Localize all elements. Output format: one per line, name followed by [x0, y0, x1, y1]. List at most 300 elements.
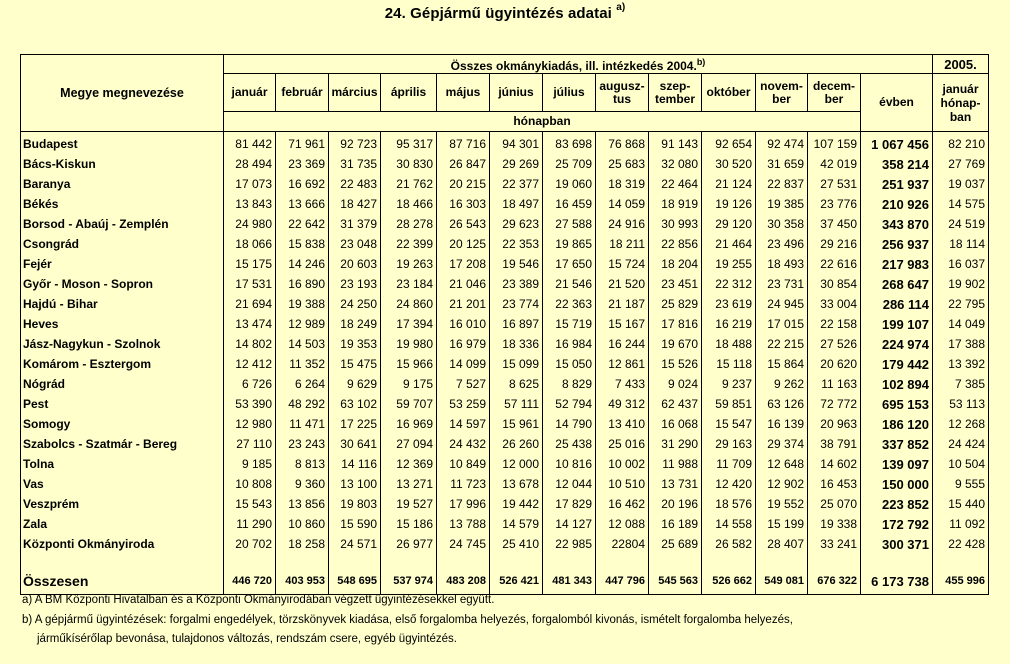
- month-value: 13 731: [649, 474, 702, 494]
- table-row: [21, 254, 989, 274]
- month-header: decem- ber: [808, 74, 861, 112]
- month-value: 10 002: [596, 454, 649, 474]
- table-row: [21, 414, 989, 434]
- month-value: 19 255: [702, 254, 756, 274]
- year-total: 217 983: [861, 254, 933, 274]
- month-value: 16 890: [276, 274, 329, 294]
- month-value: 30 830: [381, 154, 437, 174]
- month-value: 16 068: [649, 414, 702, 434]
- month-value: 14 579: [490, 514, 543, 534]
- month-value: 29 163: [702, 434, 756, 454]
- group-header-text: Összes okmánykiadás, ill. intézkedés 2004.: [450, 58, 697, 73]
- year-total: 179 442: [861, 354, 933, 374]
- month-value: 25 070: [808, 494, 861, 514]
- month-value: 18 319: [596, 174, 649, 194]
- title-text: 24. Gépjármű ügyintézés adatai: [384, 5, 612, 22]
- year-total: 695 153: [861, 394, 933, 414]
- month-value: 10 849: [437, 454, 490, 474]
- month-value: 22 856: [649, 234, 702, 254]
- month-value: 19 060: [543, 174, 596, 194]
- month-value: 19 263: [381, 254, 437, 274]
- year-total: 150 000: [861, 474, 933, 494]
- evben-header: évben: [861, 74, 933, 132]
- month-value: 22 642: [276, 214, 329, 234]
- honapban-label: hónapban: [224, 112, 861, 132]
- month-value: 23 184: [381, 274, 437, 294]
- month-value: 8 813: [276, 454, 329, 474]
- jan-2005-value: 10 504: [933, 454, 989, 474]
- month-value: 22 837: [756, 174, 808, 194]
- jan-2005-value: 7 385: [933, 374, 989, 394]
- page-title: [0, 4, 1010, 22]
- table-row: [21, 174, 989, 194]
- year-2005-header: 2005.: [933, 55, 989, 74]
- month-value: 19 442: [490, 494, 543, 514]
- jan-2005-value: 11 092: [933, 514, 989, 534]
- month-value: 15 961: [490, 414, 543, 434]
- month-value: 27 526: [808, 334, 861, 354]
- month-value: 12 902: [756, 474, 808, 494]
- year-total: 1 067 456: [861, 132, 933, 155]
- county-name: Baranya: [21, 174, 224, 194]
- month-value: 14 503: [276, 334, 329, 354]
- table-row: [21, 194, 989, 214]
- month-value: 18 336: [490, 334, 543, 354]
- month-value: 18 466: [381, 194, 437, 214]
- table-row: [21, 354, 989, 374]
- month-value: 537 974: [381, 554, 437, 595]
- month-value: 16 969: [381, 414, 437, 434]
- month-value: 27 588: [543, 214, 596, 234]
- month-value: 17 225: [329, 414, 381, 434]
- table-row: [21, 274, 989, 294]
- month-value: 30 641: [329, 434, 381, 454]
- month-value: 32 080: [649, 154, 702, 174]
- month-value: 28 494: [224, 154, 276, 174]
- month-value: 15 526: [649, 354, 702, 374]
- month-value: 9 185: [224, 454, 276, 474]
- jan-2005-value: 22 428: [933, 534, 989, 554]
- month-value: 18 919: [649, 194, 702, 214]
- month-value: 22 985: [543, 534, 596, 554]
- month-value: 21 520: [596, 274, 649, 294]
- month-value: 20 620: [808, 354, 861, 374]
- month-value: 11 709: [702, 454, 756, 474]
- month-value: 12 989: [276, 314, 329, 334]
- month-value: 13 843: [224, 194, 276, 214]
- month-value: 526 662: [702, 554, 756, 595]
- month-value: 17 394: [381, 314, 437, 334]
- month-value: 95 317: [381, 132, 437, 155]
- month-value: 20 603: [329, 254, 381, 274]
- jan-2005-value: 82 210: [933, 132, 989, 155]
- month-value: 28 407: [756, 534, 808, 554]
- jan-2005-value: 53 113: [933, 394, 989, 414]
- month-value: 59 707: [381, 394, 437, 414]
- jan-2005-value: 15 440: [933, 494, 989, 514]
- month-value: 22 363: [543, 294, 596, 314]
- year-total: 6 173 738: [861, 554, 933, 595]
- table-row: [21, 534, 989, 554]
- table-row: [21, 454, 989, 474]
- month-header: június: [490, 74, 543, 112]
- month-value: 16 462: [596, 494, 649, 514]
- month-value: 20 702: [224, 534, 276, 554]
- month-value: 18 211: [596, 234, 649, 254]
- month-value: 15 475: [329, 354, 381, 374]
- month-value: 16 139: [756, 414, 808, 434]
- month-value: 16 219: [702, 314, 756, 334]
- month-value: 87 716: [437, 132, 490, 155]
- jan-2005-value: 19 902: [933, 274, 989, 294]
- month-value: 38 791: [808, 434, 861, 454]
- month-value: 29 374: [756, 434, 808, 454]
- month-value: 545 563: [649, 554, 702, 595]
- month-value: 24 745: [437, 534, 490, 554]
- month-value: 23 774: [490, 294, 543, 314]
- month-value: 23 619: [702, 294, 756, 314]
- table-row: [21, 294, 989, 314]
- year-total: 268 647: [861, 274, 933, 294]
- month-value: 19 338: [808, 514, 861, 534]
- jan-2005-header: január hónap- ban: [933, 74, 989, 132]
- month-value: 29 216: [808, 234, 861, 254]
- month-header: augusz- tus: [596, 74, 649, 112]
- jan-2005-value: 12 268: [933, 414, 989, 434]
- month-value: 17 208: [437, 254, 490, 274]
- month-value: 18 488: [702, 334, 756, 354]
- county-name: Bács-Kiskun: [21, 154, 224, 174]
- month-value: 13 666: [276, 194, 329, 214]
- month-value: 25 683: [596, 154, 649, 174]
- year-total: 343 870: [861, 214, 933, 234]
- month-value: 9 629: [329, 374, 381, 394]
- month-value: 24 860: [381, 294, 437, 314]
- month-value: 83 698: [543, 132, 596, 155]
- month-value: 24 571: [329, 534, 381, 554]
- month-value: 81 442: [224, 132, 276, 155]
- month-value: 11 988: [649, 454, 702, 474]
- month-value: 9 024: [649, 374, 702, 394]
- month-value: 15 724: [596, 254, 649, 274]
- month-value: 9 360: [276, 474, 329, 494]
- month-value: 19 388: [276, 294, 329, 314]
- month-value: 11 163: [808, 374, 861, 394]
- month-value: 18 493: [756, 254, 808, 274]
- month-value: 31 659: [756, 154, 808, 174]
- month-value: 17 996: [437, 494, 490, 514]
- month-value: 37 450: [808, 214, 861, 234]
- county-name: Vas: [21, 474, 224, 494]
- month-value: 76 868: [596, 132, 649, 155]
- month-value: 16 979: [437, 334, 490, 354]
- month-value: 27 094: [381, 434, 437, 454]
- month-value: 28 278: [381, 214, 437, 234]
- month-value: 30 993: [649, 214, 702, 234]
- month-value: 94 301: [490, 132, 543, 155]
- month-value: 29 269: [490, 154, 543, 174]
- jan-2005-value: 9 555: [933, 474, 989, 494]
- year-total: 223 852: [861, 494, 933, 514]
- row-header: Megye megnevezése: [21, 55, 224, 132]
- table-row: [21, 234, 989, 254]
- month-value: 17 650: [543, 254, 596, 274]
- month-value: 71 961: [276, 132, 329, 155]
- month-header: október: [702, 74, 756, 112]
- month-value: 30 358: [756, 214, 808, 234]
- month-value: 19 670: [649, 334, 702, 354]
- month-value: 19 385: [756, 194, 808, 214]
- month-value: 92 654: [702, 132, 756, 155]
- month-value: 15 966: [381, 354, 437, 374]
- county-name: Komárom - Esztergom: [21, 354, 224, 374]
- month-value: 25 689: [649, 534, 702, 554]
- year-total: 139 097: [861, 454, 933, 474]
- month-value: 10 808: [224, 474, 276, 494]
- month-value: 15 186: [381, 514, 437, 534]
- month-value: 13 410: [596, 414, 649, 434]
- month-value: 21 694: [224, 294, 276, 314]
- month-value: 26 847: [437, 154, 490, 174]
- month-value: 12 980: [224, 414, 276, 434]
- month-value: 12 648: [756, 454, 808, 474]
- jan-2005-value: 18 114: [933, 234, 989, 254]
- month-value: 20 125: [437, 234, 490, 254]
- month-header: novem- ber: [756, 74, 808, 112]
- month-value: 526 421: [490, 554, 543, 595]
- month-value: 23 451: [649, 274, 702, 294]
- month-value: 17 829: [543, 494, 596, 514]
- month-value: 16 453: [808, 474, 861, 494]
- month-value: 22 312: [702, 274, 756, 294]
- month-value: 16 984: [543, 334, 596, 354]
- month-value: 14 558: [702, 514, 756, 534]
- month-value: 14 127: [543, 514, 596, 534]
- month-value: 19 865: [543, 234, 596, 254]
- month-value: 10 510: [596, 474, 649, 494]
- month-value: 21 762: [381, 174, 437, 194]
- county-name: Tolna: [21, 454, 224, 474]
- month-value: 49 312: [596, 394, 649, 414]
- title-footnote-mark: a): [616, 2, 626, 13]
- month-value: 18 497: [490, 194, 543, 214]
- year-total: 337 852: [861, 434, 933, 454]
- month-value: 13 271: [381, 474, 437, 494]
- month-value: 13 474: [224, 314, 276, 334]
- month-value: 483 208: [437, 554, 490, 595]
- month-value: 12 000: [490, 454, 543, 474]
- month-value: 19 803: [329, 494, 381, 514]
- month-header: április: [381, 74, 437, 112]
- month-value: 15 838: [276, 234, 329, 254]
- year-total: 251 937: [861, 174, 933, 194]
- month-value: 16 897: [490, 314, 543, 334]
- month-value: 91 143: [649, 132, 702, 155]
- jan-2005-value: 14 575: [933, 194, 989, 214]
- year-total: 102 894: [861, 374, 933, 394]
- month-value: 19 546: [490, 254, 543, 274]
- table-row: [21, 214, 989, 234]
- month-value: 33 241: [808, 534, 861, 554]
- month-value: 17 816: [649, 314, 702, 334]
- month-value: 9 237: [702, 374, 756, 394]
- month-value: 15 719: [543, 314, 596, 334]
- month-value: 107 159: [808, 132, 861, 155]
- month-value: 17 015: [756, 314, 808, 334]
- month-header: május: [437, 74, 490, 112]
- month-value: 23 243: [276, 434, 329, 454]
- county-name: Csongrád: [21, 234, 224, 254]
- month-value: 19 527: [381, 494, 437, 514]
- county-name: Somogy: [21, 414, 224, 434]
- month-value: 16 303: [437, 194, 490, 214]
- jan-2005-value: 13 392: [933, 354, 989, 374]
- month-value: 7 433: [596, 374, 649, 394]
- month-value: 23 496: [756, 234, 808, 254]
- month-value: 12 369: [381, 454, 437, 474]
- month-value: 22 158: [808, 314, 861, 334]
- month-value: 48 292: [276, 394, 329, 414]
- month-value: 9 262: [756, 374, 808, 394]
- table-row: [21, 154, 989, 174]
- month-value: 18 258: [276, 534, 329, 554]
- month-value: 19 353: [329, 334, 381, 354]
- month-value: 16 189: [649, 514, 702, 534]
- jan-2005-value: 27 769: [933, 154, 989, 174]
- year-total: 210 926: [861, 194, 933, 214]
- month-value: 25 709: [543, 154, 596, 174]
- table-row: [21, 334, 989, 354]
- table-row: [21, 132, 989, 155]
- county-name: Békés: [21, 194, 224, 214]
- year-total: 172 792: [861, 514, 933, 534]
- month-value: 15 050: [543, 354, 596, 374]
- county-name: Zala: [21, 514, 224, 534]
- month-value: 12 044: [543, 474, 596, 494]
- month-value: 14 802: [224, 334, 276, 354]
- jan-2005-value: 22 795: [933, 294, 989, 314]
- group-header: [224, 55, 933, 74]
- jan-2005-value: 24 424: [933, 434, 989, 454]
- month-value: 21 046: [437, 274, 490, 294]
- month-value: 23 776: [808, 194, 861, 214]
- month-value: 14 246: [276, 254, 329, 274]
- data-table: [20, 54, 989, 595]
- month-value: 92 723: [329, 132, 381, 155]
- month-value: 14 597: [437, 414, 490, 434]
- month-value: 14 059: [596, 194, 649, 214]
- month-value: 63 102: [329, 394, 381, 414]
- month-value: 15 099: [490, 354, 543, 374]
- month-value: 24 945: [756, 294, 808, 314]
- month-value: 27 531: [808, 174, 861, 194]
- county-name: Veszprém: [21, 494, 224, 514]
- month-value: 30 520: [702, 154, 756, 174]
- month-value: 15 590: [329, 514, 381, 534]
- month-value: 21 201: [437, 294, 490, 314]
- county-name: Hajdú - Bihar: [21, 294, 224, 314]
- month-value: 27 110: [224, 434, 276, 454]
- month-value: 15 167: [596, 314, 649, 334]
- table-row: [21, 394, 989, 414]
- month-value: 53 390: [224, 394, 276, 414]
- county-name: Borsod - Abaúj - Zemplén: [21, 214, 224, 234]
- month-value: 31 735: [329, 154, 381, 174]
- month-value: 25 016: [596, 434, 649, 454]
- month-header: március: [329, 74, 381, 112]
- month-value: 13 856: [276, 494, 329, 514]
- month-header: február: [276, 74, 329, 112]
- month-value: 11 352: [276, 354, 329, 374]
- month-value: 57 111: [490, 394, 543, 414]
- month-value: 53 259: [437, 394, 490, 414]
- month-value: 72 772: [808, 394, 861, 414]
- county-name: Jász-Nagykun - Szolnok: [21, 334, 224, 354]
- month-value: 62 437: [649, 394, 702, 414]
- month-value: 23 731: [756, 274, 808, 294]
- month-value: 403 953: [276, 554, 329, 595]
- table-row: [21, 434, 989, 454]
- month-value: 11 723: [437, 474, 490, 494]
- month-value: 26 260: [490, 434, 543, 454]
- table-row: [21, 314, 989, 334]
- month-value: 22 377: [490, 174, 543, 194]
- month-value: 25 410: [490, 534, 543, 554]
- year-total: 199 107: [861, 314, 933, 334]
- footnote-b: b) A gépjármű ügyintézések: forgalmi engedélyek, törzskönyvek kiadása, első forgalomba helyezés, forgalomból kivonás, ismételt forgalomba helyezés,: [22, 613, 793, 626]
- month-value: 24 432: [437, 434, 490, 454]
- month-value: 18 427: [329, 194, 381, 214]
- month-value: 21 187: [596, 294, 649, 314]
- year-total: 186 120: [861, 414, 933, 434]
- month-value: 9 175: [381, 374, 437, 394]
- jan-2005-value: 17 388: [933, 334, 989, 354]
- month-value: 8 829: [543, 374, 596, 394]
- month-value: 22 483: [329, 174, 381, 194]
- month-value: 15 118: [702, 354, 756, 374]
- month-value: 6 264: [276, 374, 329, 394]
- month-value: 12 088: [596, 514, 649, 534]
- month-value: 26 543: [437, 214, 490, 234]
- month-value: 31 379: [329, 214, 381, 234]
- month-value: 24 916: [596, 214, 649, 234]
- county-name: Győr - Moson - Sopron: [21, 274, 224, 294]
- county-name: Pest: [21, 394, 224, 414]
- month-header: július: [543, 74, 596, 112]
- month-value: 18 576: [702, 494, 756, 514]
- month-value: 29 623: [490, 214, 543, 234]
- month-value: 481 343: [543, 554, 596, 595]
- month-value: 15 547: [702, 414, 756, 434]
- month-value: 676 322: [808, 554, 861, 595]
- year-total: 300 371: [861, 534, 933, 554]
- month-value: 25 438: [543, 434, 596, 454]
- month-value: 59 851: [702, 394, 756, 414]
- month-value: 14 116: [329, 454, 381, 474]
- footnotes: [22, 591, 793, 650]
- table-row: [21, 514, 989, 534]
- month-value: 18 249: [329, 314, 381, 334]
- month-value: 15 175: [224, 254, 276, 274]
- month-value: 19 552: [756, 494, 808, 514]
- month-value: 22 353: [490, 234, 543, 254]
- month-value: 15 543: [224, 494, 276, 514]
- month-value: 11 290: [224, 514, 276, 534]
- month-value: 12 420: [702, 474, 756, 494]
- month-value: 15 864: [756, 354, 808, 374]
- month-value: 29 120: [702, 214, 756, 234]
- month-value: 22 215: [756, 334, 808, 354]
